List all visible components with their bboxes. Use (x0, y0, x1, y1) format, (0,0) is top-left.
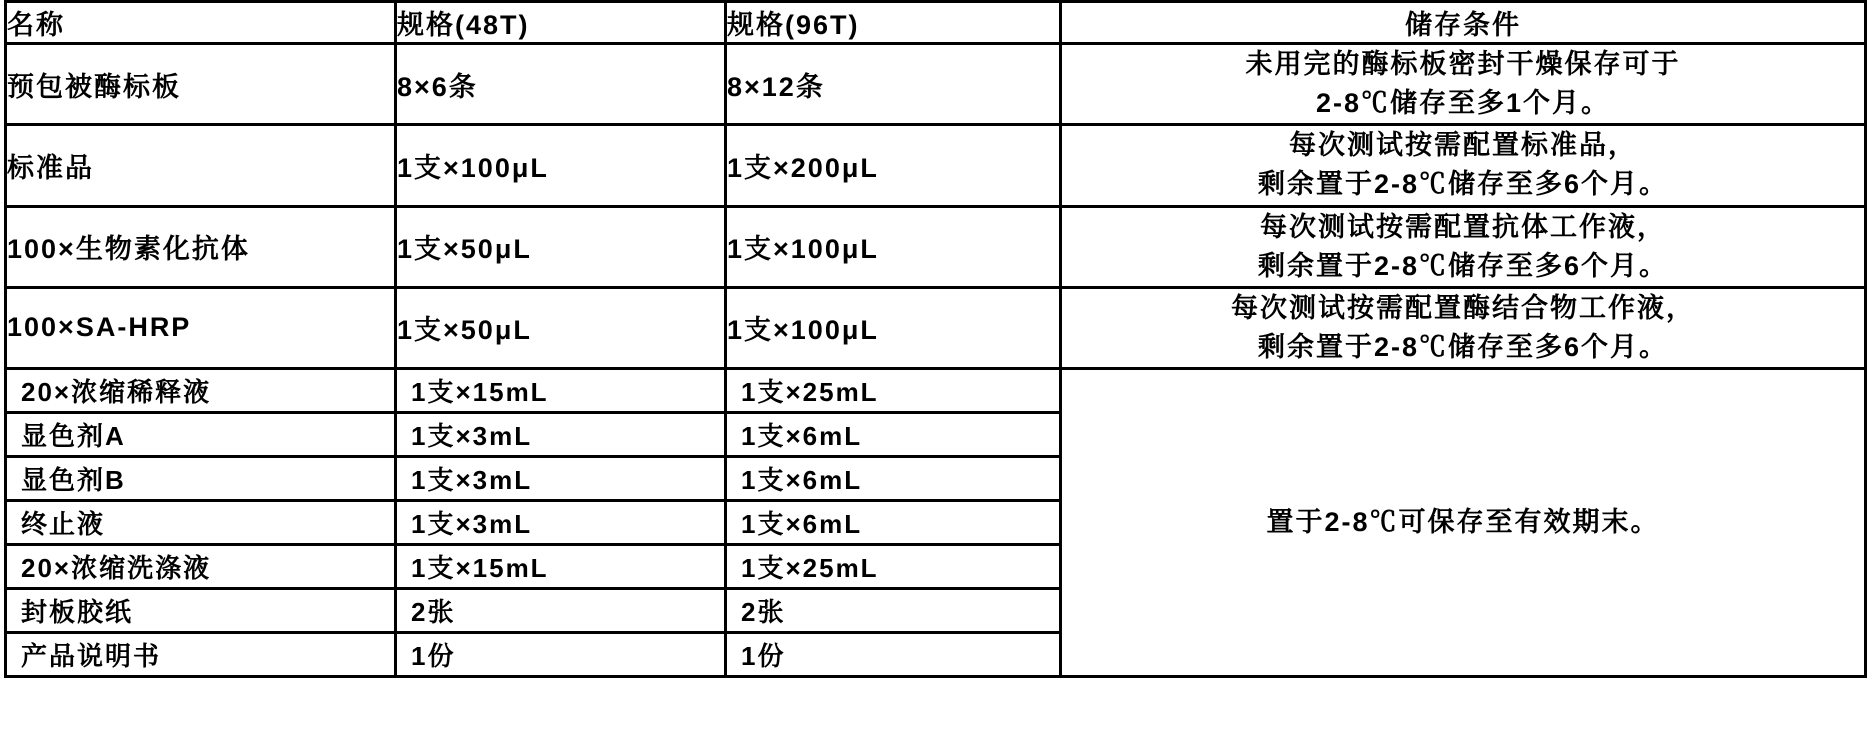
column-header-name: 名称 (6, 2, 396, 44)
storage-line: 每次测试按需配置抗体工作液， (1260, 211, 1666, 242)
cell-spec-48t: 1支×15mL (396, 369, 726, 413)
cell-spec-96t: 1支×25mL (726, 369, 1061, 413)
cell-spec-96t: 2张 (726, 589, 1061, 633)
table-header-row (6, 2, 1866, 44)
cell-name: 显色剂A (6, 413, 396, 457)
cell-spec-96t: 1份 (726, 633, 1061, 677)
cell-spec-96t: 1支×25mL (726, 545, 1061, 589)
cell-spec-96t: 1支×6mL (726, 501, 1061, 545)
cell-spec-48t: 2张 (396, 589, 726, 633)
cell-storage (1061, 125, 1866, 206)
cell-name: 100×生物素化抗体 (6, 206, 396, 287)
cell-storage (1061, 44, 1866, 125)
table-row (6, 44, 1866, 125)
cell-spec-48t: 1支×15mL (396, 545, 726, 589)
cell-name: 终止液 (6, 501, 396, 545)
table-row (6, 287, 1866, 368)
table-row (6, 125, 1866, 206)
cell-name: 20×浓缩洗涤液 (6, 545, 396, 589)
cell-name: 预包被酶标板 (6, 44, 396, 125)
cell-name: 标准品 (6, 125, 396, 206)
storage-line: 每次测试按需配置酶结合物工作液， (1231, 292, 1695, 323)
cell-name: 封板胶纸 (6, 589, 396, 633)
cell-name: 产品说明书 (6, 633, 396, 677)
cell-spec-48t: 1支×50μL (396, 287, 726, 368)
cell-spec-48t: 1支×3mL (396, 413, 726, 457)
cell-storage (1061, 287, 1866, 368)
storage-line: 剩余置于2-8℃储存至多6个月。 (1257, 331, 1669, 362)
cell-spec-48t: 8×6条 (396, 44, 726, 125)
storage-line: 未用完的酶标板密封干燥保存可于 (1245, 49, 1681, 79)
cell-spec-96t: 1支×100μL (726, 287, 1061, 368)
column-header-storage-condition: 储存条件 (1061, 2, 1866, 44)
cell-spec-96t: 1支×6mL (726, 413, 1061, 457)
cell-spec-48t: 1支×100μL (396, 125, 726, 206)
cell-storage-merged: 置于2-8℃可保存至有效期末。 (1061, 369, 1866, 677)
cell-spec-48t: 1支×50μL (396, 206, 726, 287)
storage-line: 2-8℃储存至多1个月。 (1315, 88, 1611, 119)
cell-spec-48t: 1支×3mL (396, 457, 726, 501)
column-header-spec-96t: 规格(96T) (726, 2, 1061, 44)
cell-spec-96t: 1支×6mL (726, 457, 1061, 501)
cell-storage (1061, 206, 1866, 287)
cell-name: 显色剂B (6, 457, 396, 501)
cell-spec-48t: 1份 (396, 633, 726, 677)
cell-spec-96t: 1支×200μL (726, 125, 1061, 206)
cell-spec-96t: 8×12条 (726, 44, 1061, 125)
column-header-spec-48t: 规格(48T) (396, 2, 726, 44)
table-row (6, 369, 1866, 413)
storage-line: 剩余置于2-8℃储存至多6个月。 (1257, 250, 1669, 281)
cell-name: 100×SA-HRP (6, 287, 396, 368)
kit-components-table (4, 0, 1867, 678)
storage-line: 剩余置于2-8℃储存至多6个月。 (1257, 169, 1669, 200)
cell-spec-96t: 1支×100μL (726, 206, 1061, 287)
cell-name: 20×浓缩稀释液 (6, 369, 396, 413)
cell-spec-48t: 1支×3mL (396, 501, 726, 545)
storage-line: 每次测试按需配置标准品， (1289, 130, 1637, 161)
table-row (6, 206, 1866, 287)
